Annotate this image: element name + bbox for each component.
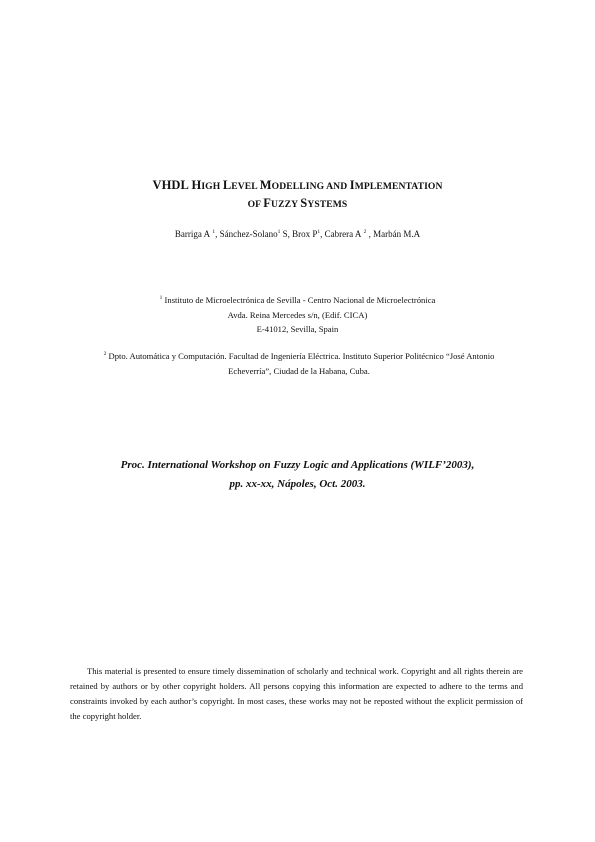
affiliation-1-mark: 1 <box>159 295 163 301</box>
author-affiliation-mark: 1 <box>212 229 216 235</box>
title-part: EVEL <box>231 181 260 192</box>
affiliation-2 <box>82 347 516 378</box>
title-part: S <box>300 196 308 210</box>
title-part: I <box>349 178 355 192</box>
affiliation-1-institute: Instituto de Microelectrónica de Sevilla - Centro Nacional de Microelectrónica <box>164 295 436 305</box>
affiliation-1-line-2: Avda. Reina Mercedes s/n, (Edif. CICA) <box>227 309 368 320</box>
title-part: MPLEMENTATION <box>354 181 443 192</box>
proceedings-line-1: Proc. International Workshop on Fuzzy Logic and Applications (WILF’2003), <box>120 459 475 471</box>
paper-title-line-2 <box>0 196 595 211</box>
title-part: YSTEMS <box>307 199 348 210</box>
proceedings-citation <box>0 456 595 494</box>
author-affiliation-mark: 2 <box>363 229 367 235</box>
author-list <box>0 229 595 239</box>
title-part: M <box>259 178 272 192</box>
paper-title-line-1 <box>0 178 595 193</box>
author-separator: , <box>366 229 374 239</box>
affiliation-2-mark: 2 <box>103 351 107 357</box>
title-part: F <box>263 196 272 210</box>
author-separator: , <box>320 229 325 239</box>
title-part: IGH <box>201 181 223 192</box>
proceedings-line-2: pp. xx-xx, Nápoles, Oct. 2003. <box>229 478 366 490</box>
title-part: L <box>222 178 232 192</box>
affiliation-1-line-3: E-41012, Sevilla, Spain <box>256 324 339 334</box>
author-name: Cabrera A <box>324 229 362 239</box>
author-name: Brox P <box>292 229 318 239</box>
author-affiliation-mark: 1 <box>277 229 281 235</box>
affiliation-1-line-1 <box>0 291 595 308</box>
title-part: VHDL H <box>152 178 202 192</box>
author-separator: , <box>215 229 220 239</box>
author-name: Marbán M.A <box>373 229 421 239</box>
copyright-notice: This material is presented to ensure timely dissemination of scholarly and technical work. Copyright and all rights therein are retained by authors or by other copyright holders. All persons copying this information are expected to adhere to the terms and constraints invoked by each author’s copyright. In most cases, these works may not be reposted without the explicit permission of the copyright holder. <box>70 666 523 721</box>
title-part: UZZY <box>271 199 301 210</box>
title-part: OF <box>247 199 264 210</box>
author-affiliation-mark: 1 <box>317 229 321 235</box>
author-separator: S, <box>280 229 293 239</box>
title-part: ODELLING AND <box>271 181 350 192</box>
affiliation-1 <box>0 291 595 337</box>
author-name: Sánchez-Solano <box>219 229 278 239</box>
affiliation-2-text: Dpto. Automática y Computación. Facultad de Ingeniería Eléctrica. Instituto Superior Politécnico “José Antonio Echeverría”, Ciudad de la Habana, Cuba. <box>108 351 495 376</box>
author-name: Barriga A <box>174 229 211 239</box>
